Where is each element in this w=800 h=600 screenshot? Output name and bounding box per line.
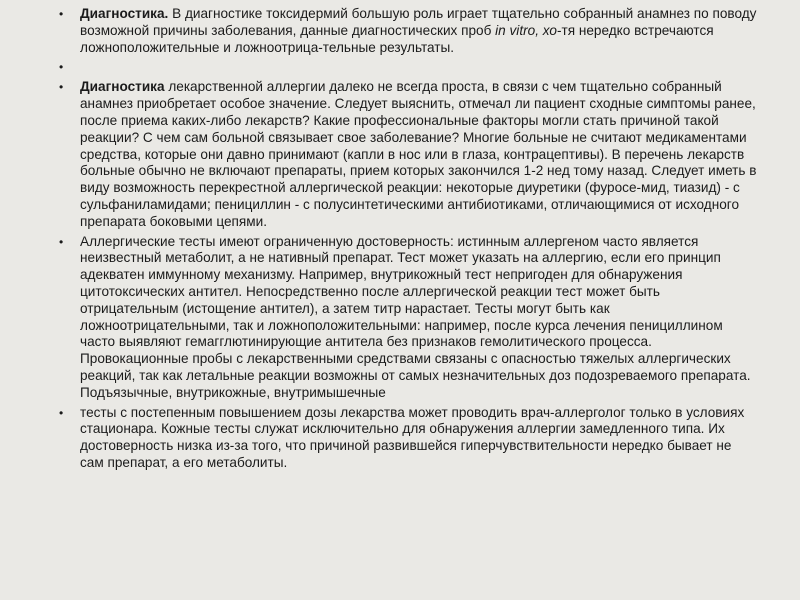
bullet-item-dose-tests (58, 405, 758, 472)
bullet-dot-icon: • (59, 80, 64, 95)
bullet-item-diagnostics-drug-allergy (58, 79, 758, 230)
paragraph-lead: Диагностика (80, 79, 165, 95)
bullet-item-empty (58, 59, 758, 76)
bullet-dot-icon: • (59, 405, 64, 420)
paragraph-italic-text: in vitro, хо (495, 22, 557, 38)
bullet-dot-icon: • (59, 7, 64, 21)
bullet-item-diagnostics-toxidermia (58, 6, 758, 56)
bullet-list (58, 6, 758, 475)
paragraph-text: В диагностике токсидермий большую роль играет тщательно собранный анамнез по поводу возможной причины заболевания, данные диагностических проб (80, 6, 757, 38)
bullet-dot-icon: • (59, 60, 64, 75)
paragraph-text-continued: -тя нередко встречаются ложноположительные и ложноотрица-тельные результаты. (80, 22, 714, 55)
paragraph-text: тесты с постепенным повышением дозы лекарства может проводить врач-аллерголог только в условиях стационара. Кожные тесты служат исключительно для обнаружения аллергии замедленного типа. Их достоверность низка из-за того, что причиной развившейся гиперчувствительности нередко бывает не сам препарат, а его метаболиты. (80, 404, 745, 470)
paragraph-text: Аллергические тесты имеют ограниченную достоверность: истинным аллергеном часто является неизвестный метаболит, а не нативный препарат. Тест может указать на аллергию, если его принцип адекватен иммунному механизму. Например, внутрикожный тест непригоден для обнаружения цитотоксических антител. Непосредственно после аллергической реакции тест может быть отрицательным (истощение антител), а затем титр нарастает. Тесты могут быть как ложноотрицательными, так и ложноположительными: например, после курса лечения пенициллином часто выявляют гемагглютинирующие антитела без признаков гемолитического процесса. Провокационные пробы с лекарственными средствами связаны с опасностью тяжелых аллергических реакций, так как летальные реакции возможны от самых незначительных доз подозреваемого препарата. Подъязычные, внутрикожные, внутримышечные (80, 233, 751, 400)
paragraph-lead: Диагностика. (80, 6, 169, 21)
bullet-item-allergy-tests (58, 234, 758, 402)
paragraph-text: лекарственной аллергии далеко не всегда проста, в связи с чем тщательно собранный анамнез приобретает особое значение. Следует выяснить, отмечал ли пациент сходные симптомы ранее, после приема каких-либо лекарств? Какие профессиональные факторы могли стать причиной такой реакции? С чем сам больной связывает свое заболевание? Многие больные не считают медикаментами средства, которые они давно принимают (капли в нос или в глаза, контрацептивы). В перечень лекарств больные обычно не включают препараты, прием которых закончился 1-2 нед тому назад. Следует иметь в виду возможность перекрестной аллергической реакции: некоторые диуретики (фуросе-мид, тиазид) - с сульфаниламидами; пенициллин - с полусинтетическими антибиотиками, отличающимися от исходного препарата боковыми цепями. (80, 79, 757, 229)
bullet-dot-icon: • (59, 234, 64, 249)
